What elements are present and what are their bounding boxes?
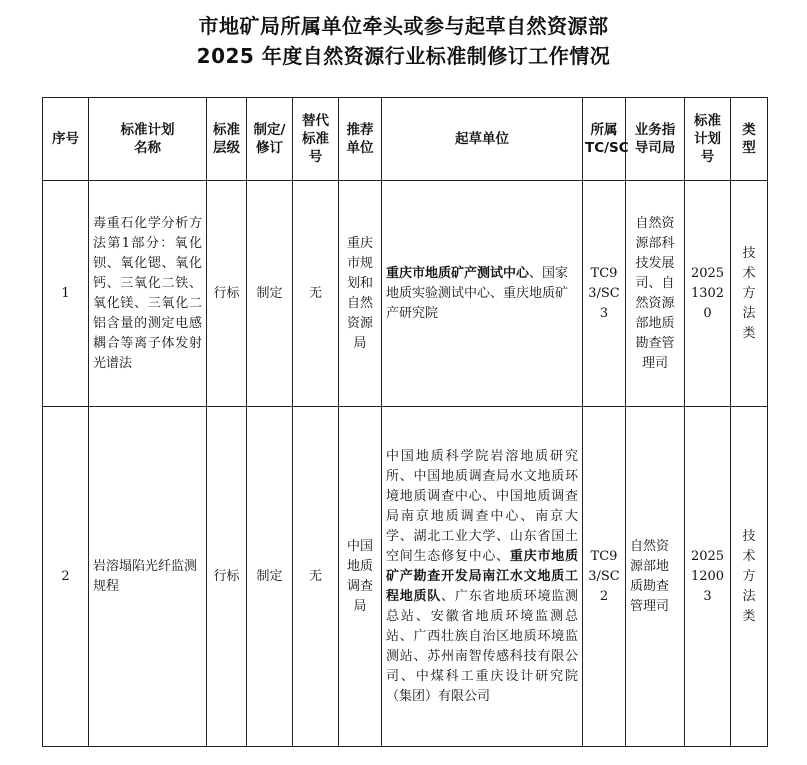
- row-level: 行标: [207, 181, 247, 407]
- header-category: 类型: [731, 98, 768, 181]
- row-drafter: [382, 407, 583, 747]
- row-replace: 无: [293, 181, 339, 407]
- row-type: 制定: [247, 181, 293, 407]
- row-recommender: 重庆市规划和自然资源局: [339, 181, 382, 407]
- header-drafter: 起草单位: [382, 98, 583, 181]
- table-header-row: [43, 98, 768, 181]
- row-planno: 202513020: [685, 181, 731, 407]
- row-tc: TC93/SC2: [583, 407, 626, 747]
- drafter-units-after: 、广东省地质环境监测总站、安徽省地质环境监测总站、广西壮族自治区地质环境监测站、苏州南智传感科技有限公司、中煤科工重庆设计研究院（集团）有限公司: [386, 588, 578, 704]
- row-name: 毒重石化学分析方法第1部分：氧化钡、氧化锶、氧化钙、三氧化二铁、氧化镁、三氧化二铝含量的测定电感耦合等离子体发射光谱法: [89, 181, 207, 407]
- header-no: 序号: [43, 98, 89, 181]
- drafter-other-units: 、国家地质实验测试中心、重庆地质矿产研究院: [386, 265, 569, 321]
- drafter-units-before: 中国地质科学院岩溶地质研究所、中国地质调查局水文地质环境地质调查中心、中国地质调查局南京地质调查中心、南京大学、湖北工业大学、山东省国土空间生态修复中心、: [386, 448, 578, 564]
- header-type: 制定/修订: [247, 98, 293, 181]
- table-row: [43, 181, 768, 407]
- table-row: [43, 407, 768, 747]
- row-level: 行标: [207, 407, 247, 747]
- header-level: 标准层级: [207, 98, 247, 181]
- row-tc: TC93/SC3: [583, 181, 626, 407]
- document-title-line2: 2025 年度自然资源行业标准制修订工作情况: [196, 44, 611, 68]
- header-planno: 标准计划号: [685, 98, 731, 181]
- header-recommender: 推荐单位: [339, 98, 382, 181]
- row-drafter: [382, 181, 583, 407]
- row-category: 技术方法类: [731, 181, 768, 407]
- standards-table: [42, 97, 768, 747]
- document-title-line1: 市地矿局所属单位牵头或参与起草自然资源部: [198, 14, 609, 38]
- header-name: 标准计划名称: [89, 98, 207, 181]
- row-no: 2: [43, 407, 89, 747]
- row-category: 技术方法类: [731, 407, 768, 747]
- drafter-lead-unit: 重庆市地质矿产勘查开发局南江水文地质工程地质队: [386, 548, 578, 604]
- row-bureau: 自然资源部地质勘查管理司: [626, 407, 685, 747]
- row-planno: 202512003: [685, 407, 731, 747]
- row-type: 制定: [247, 407, 293, 747]
- header-replace: 替代标准号: [293, 98, 339, 181]
- header-bureau: 业务指导司局: [626, 98, 685, 181]
- row-no: 1: [43, 181, 89, 407]
- header-tc: 所属TC/SC: [583, 98, 626, 181]
- row-name: 岩溶塌陷光纤监测规程: [89, 407, 207, 747]
- drafter-lead-unit: 重庆市地质矿产测试中心: [386, 265, 530, 281]
- row-replace: 无: [293, 407, 339, 747]
- row-bureau: 自然资源部科技发展司、自然资源部地质勘查管理司: [626, 181, 685, 407]
- row-recommender: 中国地质调查局: [339, 407, 382, 747]
